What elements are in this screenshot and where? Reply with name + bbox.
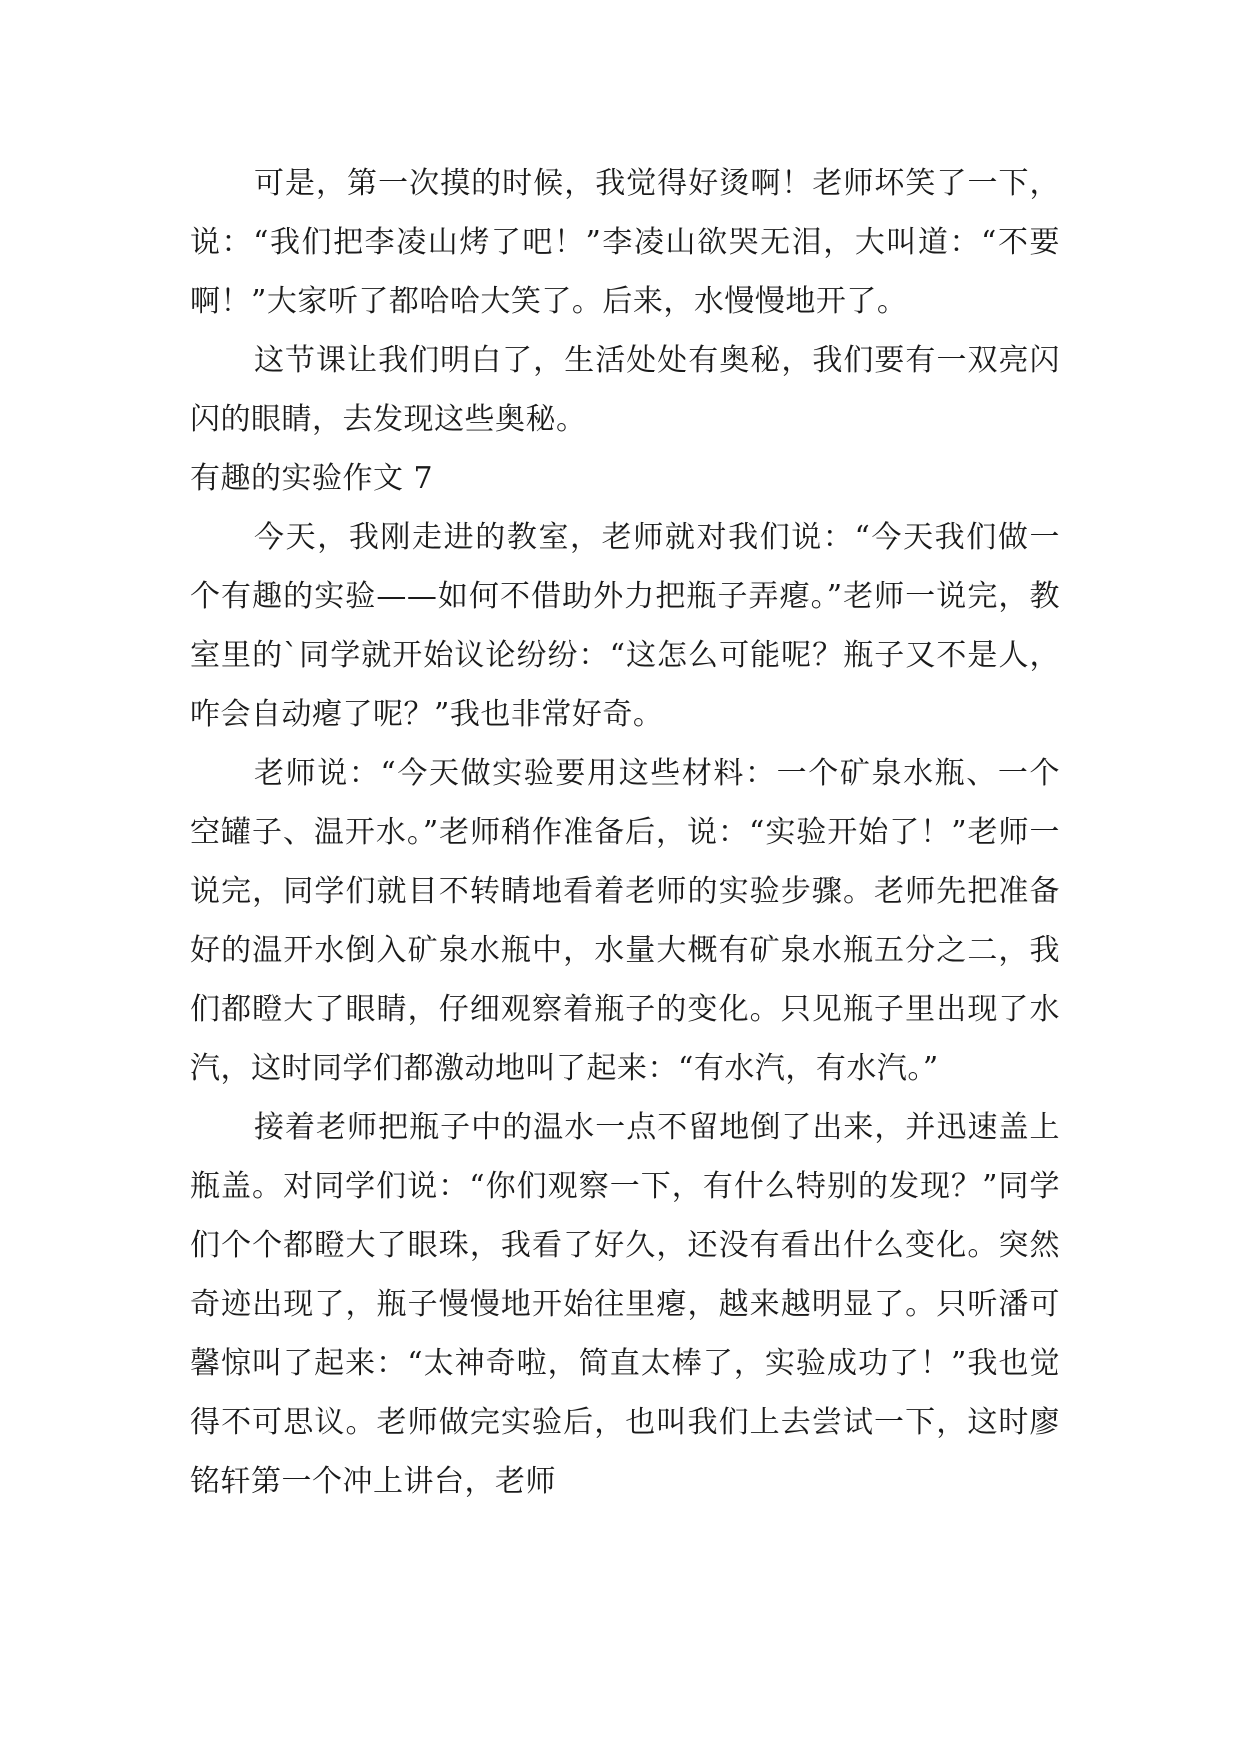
paragraph-materials: 老师说：“今天做实验要用这些材料：一个矿泉水瓶、一个空罐子、温开水。”老师稍作准备后，说：“实验开始了！”老师一说完，同学们就目不转睛地看着老师的实验步骤。老师先把准备好的温开水倒入矿泉水瓶中，水量大概有矿泉水瓶五分之二，我们都瞪大了眼睛，仔细观察着瓶子的变化。只见瓶子里出现了水汽，这时同学们都激动地叫了起来：“有水汽，有水汽。”: [190, 756, 1060, 1086]
paragraph-hot-water: 可是，第一次摸的时候，我觉得好烫啊！老师坏笑了一下，说：“我们把李凌山烤了吧！”李凌山欲哭无泪，大叫道：“不要啊！”大家听了都哈哈大笑了。后来，水慢慢地开了。: [190, 166, 1060, 319]
paragraph-bottle-result: 接着老师把瓶子中的温水一点不留地倒了出来，并迅速盖上瓶盖。对同学们说：“你们观察一下，有什么特别的发现？”同学们个个都瞪大了眼珠，我看了好久，还没有看出什么变化。突然奇迹出现了，瓶子慢慢地开始往里瘪，越来越明显了。只听潘可馨惊叫了起来：“太神奇啦，简直太棒了，实验成功了！”我也觉得不可思议。老师做完实验后，也叫我们上去尝试一下，这时廖铭轩第一个冲上讲台，老师: [190, 1110, 1060, 1499]
document-body: [190, 154, 1060, 1511]
paragraph-experiment-intro: 今天，我刚走进的教室，老师就对我们说：“今天我们做一个有趣的实验——如何不借助外力把瓶子弄瘪。”老师一说完，教室里的`同学就开始议论纷纷：“这怎么可能呢？瓶子又不是人，咋会自动瘪了呢？”我也非常好奇。: [190, 520, 1060, 732]
paragraph-lesson-summary: 这节课让我们明白了，生活处处有奥秘，我们要有一双亮闪闪的眼睛，去发现这些奥秘。: [190, 343, 1060, 437]
section-title: 有趣的实验作文 7: [190, 461, 434, 496]
